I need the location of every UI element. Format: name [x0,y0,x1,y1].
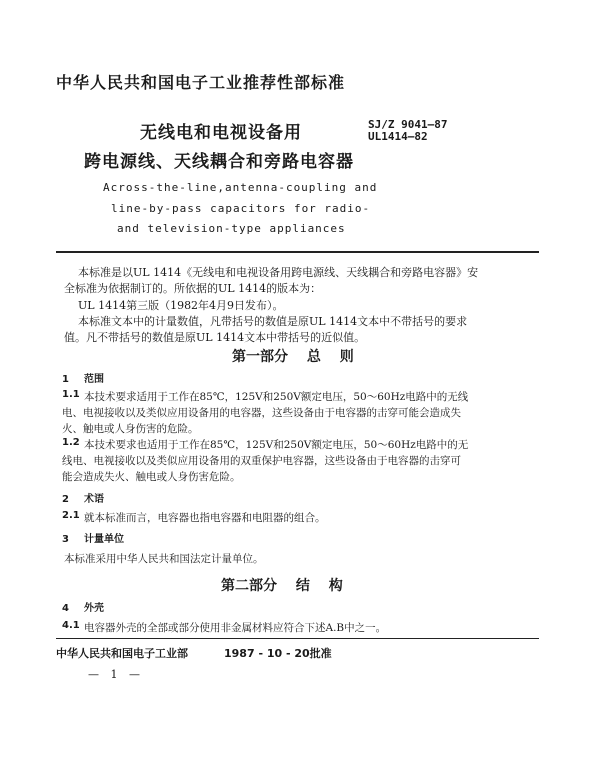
reference-code: UL1414—82 [368,130,428,143]
standard-title-line1: 无线电和电视设备用 [140,123,302,143]
english-title-line2: line-by-pass capacitors for radio- [111,202,371,215]
intro-paragraph-2-line2: 值。凡不带括号的数值是原UL 1414文本中带括号的近似值。 [64,331,366,344]
section-title: 范围 [84,374,104,385]
issuing-authority: 中华人民共和国电子工业部 [56,647,188,660]
intro-paragraph-1-line2: 全标准为依据制订的。所依据的UL 1414的版本为： [64,282,322,295]
english-title-line3: and television-type appliances [117,222,346,235]
section-3-heading [62,530,124,545]
part1-title: 第一部分 总 则 [232,349,354,365]
section-number: 1 [62,374,69,385]
section-number: 4 [62,603,69,614]
header-divider [56,251,539,253]
clause-1-2-line3: 能会造成失火、触电或人身伤害危险。 [62,471,241,483]
intro-paragraph-1-line1: 本标准是以UL 1414《无线电和电视设备用跨电源线、天线耦合和旁路电容器》安 [78,266,479,279]
standard-code: SJ/Z 9041—87 [368,118,448,131]
section-3-body: 本标准采用中华人民共和国法定计量单位。 [64,553,264,565]
approval-date: 1987 - 10 - 20批准 [224,647,332,660]
clause-4-1-text: 电容器外壳的全部或部分使用非金属材料应符合下述A.B中之一。 [84,622,387,634]
section-4-heading [62,599,104,614]
clause-number: 4.1 [62,620,80,631]
ministry-heading: 中华人民共和国电子工业推荐性部标准 [56,73,346,92]
clause-number: 1.1 [62,389,80,400]
clause-number: 1.2 [62,437,80,448]
clause-1-1-line3: 火、触电或人身伤害的危险。 [62,423,199,435]
clause-1-2-line1: 本技术要求也适用于工作在85℃，125V和250V额定电压，50～60Hz电路中的无 [84,439,469,451]
section-title: 外壳 [84,603,104,614]
section-number: 2 [62,494,69,505]
section-title: 术语 [84,494,104,505]
english-title-line1: Across-the-line,antenna-coupling and [103,181,378,194]
part2-title: 第二部分 结 构 [221,578,343,594]
page-number: — 1 — [88,668,144,681]
standard-title-line2: 跨电源线、天线耦合和旁路电容器 [84,152,354,172]
clause-2-1-text: 就本标准而言，电容器也指电容器和电阻器的组合。 [84,512,326,524]
section-2-heading [62,490,104,505]
footer-issuer-line [56,645,332,661]
section-1-heading [62,370,104,385]
footer-divider [56,638,539,639]
section-number: 3 [62,534,69,545]
intro-paragraph-2-line1: 本标准文本中的计量数值，凡带括号的数值是原UL 1414文本中不带括号的要求 [78,315,468,328]
clause-1-2-line2: 线电、电视接收以及类似应用设备用的双重保护电容器，这些设备由于电容器的击穿可 [62,455,461,467]
section-title: 计量单位 [84,534,124,545]
intro-paragraph-1-line3: UL 1414第三版（1982年4月9日发布）。 [78,299,284,312]
clause-1-1-line2: 电、电视接收以及类似应用设备用的电容器，这些设备由于电容器的击穿可能会造成失 [62,407,461,419]
clause-1-1-line1: 本技术要求适用于工作在85℃，125V和250V额定电压，50～60Hz电路中的无线 [84,391,469,403]
clause-number: 2.1 [62,510,80,521]
